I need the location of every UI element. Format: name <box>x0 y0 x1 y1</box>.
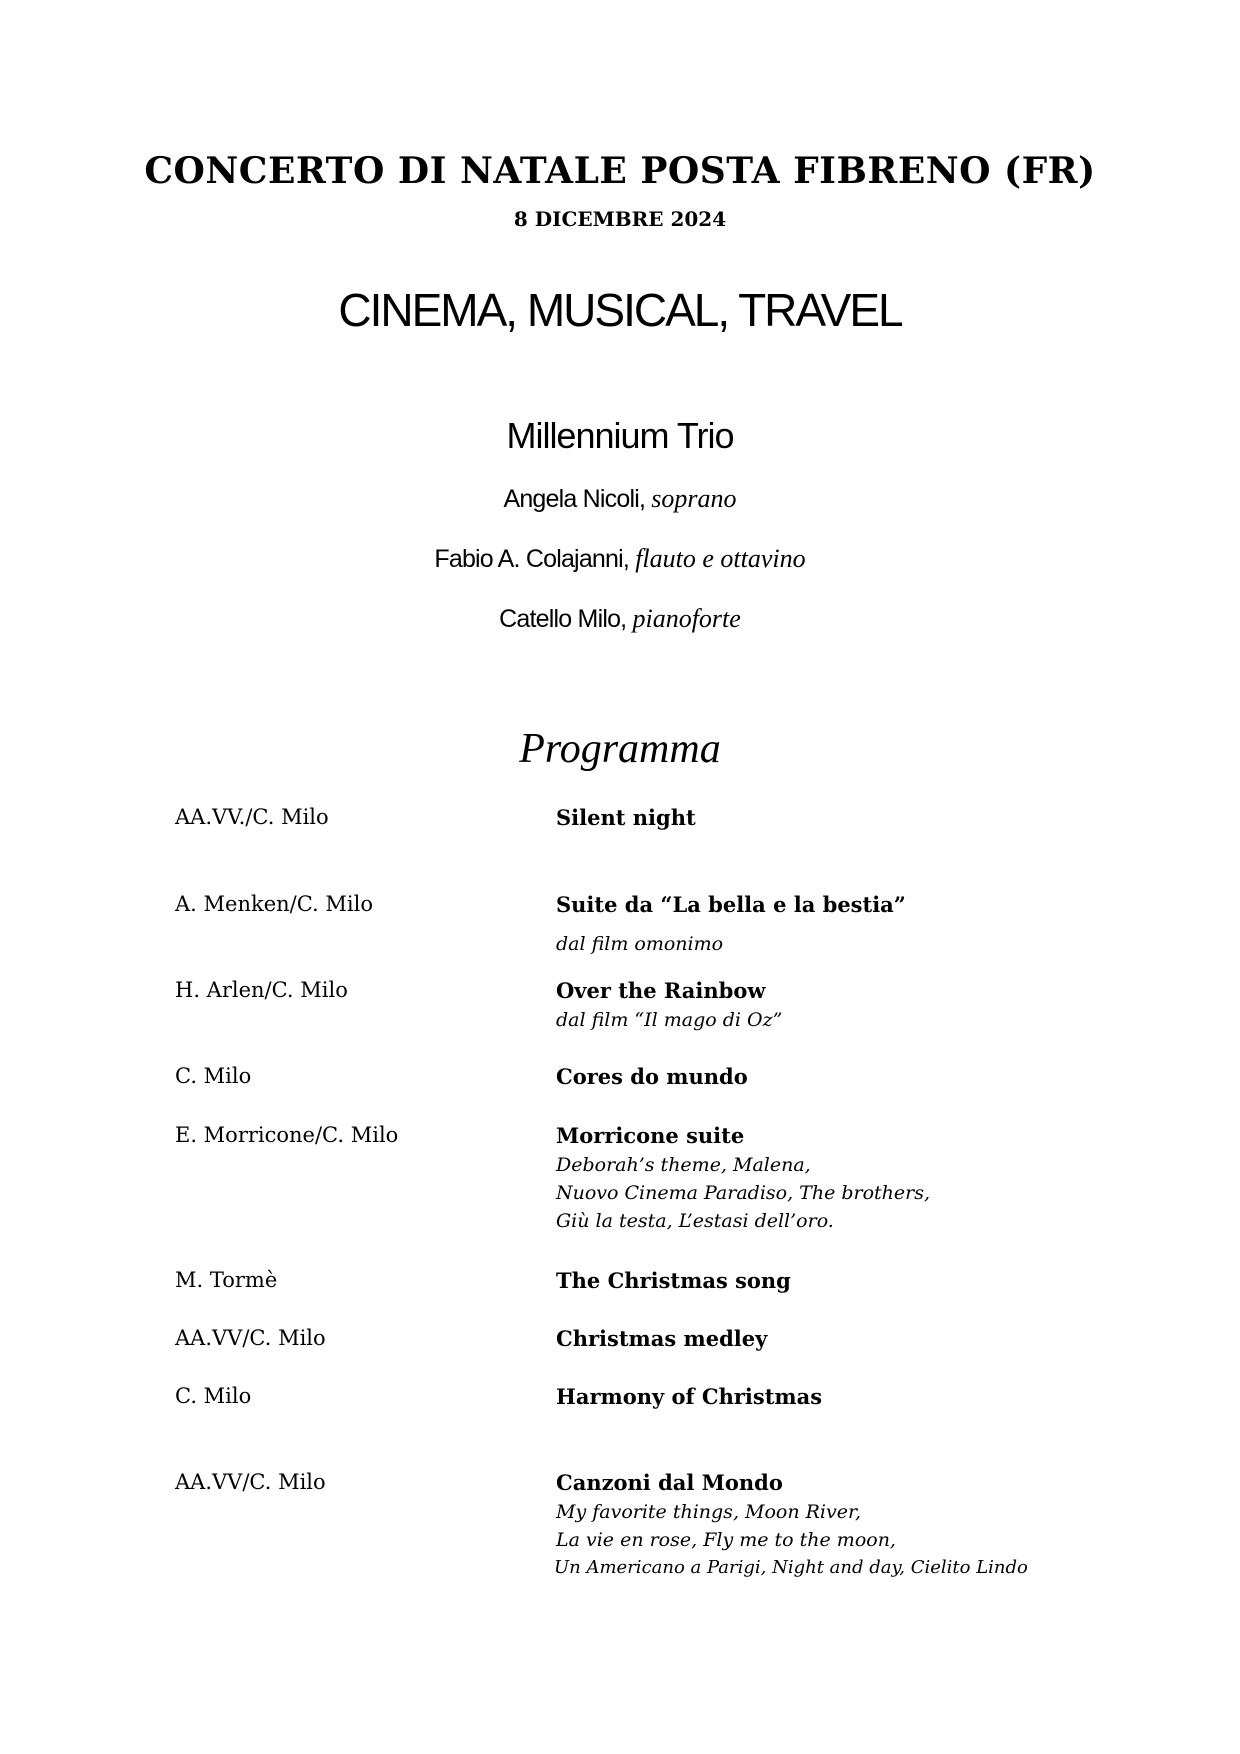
program-title: Silent night <box>556 805 696 830</box>
program-note: Deborah’s theme, Malena, <box>556 1154 811 1176</box>
performer-name: Fabio A. Colajanni, <box>434 545 630 573</box>
program-composer: A. Menken/C. Milo <box>175 892 373 916</box>
program-composer: E. Morricone/C. Milo <box>175 1123 399 1147</box>
program-heading: Programma <box>519 726 721 772</box>
program-title: Cores do mundo <box>556 1064 748 1089</box>
program-title: Christmas medley <box>556 1326 768 1351</box>
performer-name: Catello Milo, <box>499 605 627 633</box>
concert-title: CONCERTO DI NATALE POSTA FIBRENO (FR) <box>144 150 1096 192</box>
performer-role: soprano <box>651 484 737 513</box>
program-note: dal film omonimo <box>556 933 724 955</box>
performer-role: pianoforte <box>632 604 741 633</box>
performer-line <box>0 604 1240 634</box>
program-title: Morricone suite <box>556 1123 745 1148</box>
program-composer: AA.VV./C. Milo <box>175 805 329 829</box>
performer-name: Angela Nicoli, <box>503 485 646 513</box>
concert-date: 8 DICEMBRE 2024 <box>513 207 727 231</box>
program-title: Canzoni dal Mondo <box>556 1470 783 1495</box>
program-title: Suite da “La bella e la bestia” <box>556 892 906 917</box>
program-composer: C. Milo <box>175 1384 252 1408</box>
program-composer: H. Arlen/C. Milo <box>175 978 348 1002</box>
program-note: Nuovo Cinema Paradiso, The brothers, <box>556 1182 931 1204</box>
performer-line <box>0 544 1240 574</box>
performer-role: flauto e ottavino <box>635 544 806 573</box>
program-title: The Christmas song <box>556 1268 791 1293</box>
program-note: My favorite things, Moon River, <box>556 1501 862 1523</box>
ensemble-name: Millennium Trio <box>506 415 734 456</box>
program-note: Giù la testa, L’estasi dell’oro. <box>556 1210 834 1232</box>
performer-line <box>0 484 1240 514</box>
program-composer: M. Tormè <box>175 1268 278 1292</box>
program-note: Un Americano a Parigi, Night and day, Cielito Lindo <box>554 1557 1028 1578</box>
concert-subtitle: CINEMA, MUSICAL, TRAVEL <box>338 284 902 336</box>
program-title: Over the Rainbow <box>556 978 766 1003</box>
program-composer: AA.VV/C. Milo <box>175 1326 326 1350</box>
program-title: Harmony of Christmas <box>556 1384 823 1409</box>
program-composer: AA.VV/C. Milo <box>175 1470 326 1494</box>
program-composer: C. Milo <box>175 1064 252 1088</box>
program-note: dal film “Il mago di Oz” <box>556 1009 783 1031</box>
program-note: La vie en rose, Fly me to the moon, <box>556 1529 896 1551</box>
